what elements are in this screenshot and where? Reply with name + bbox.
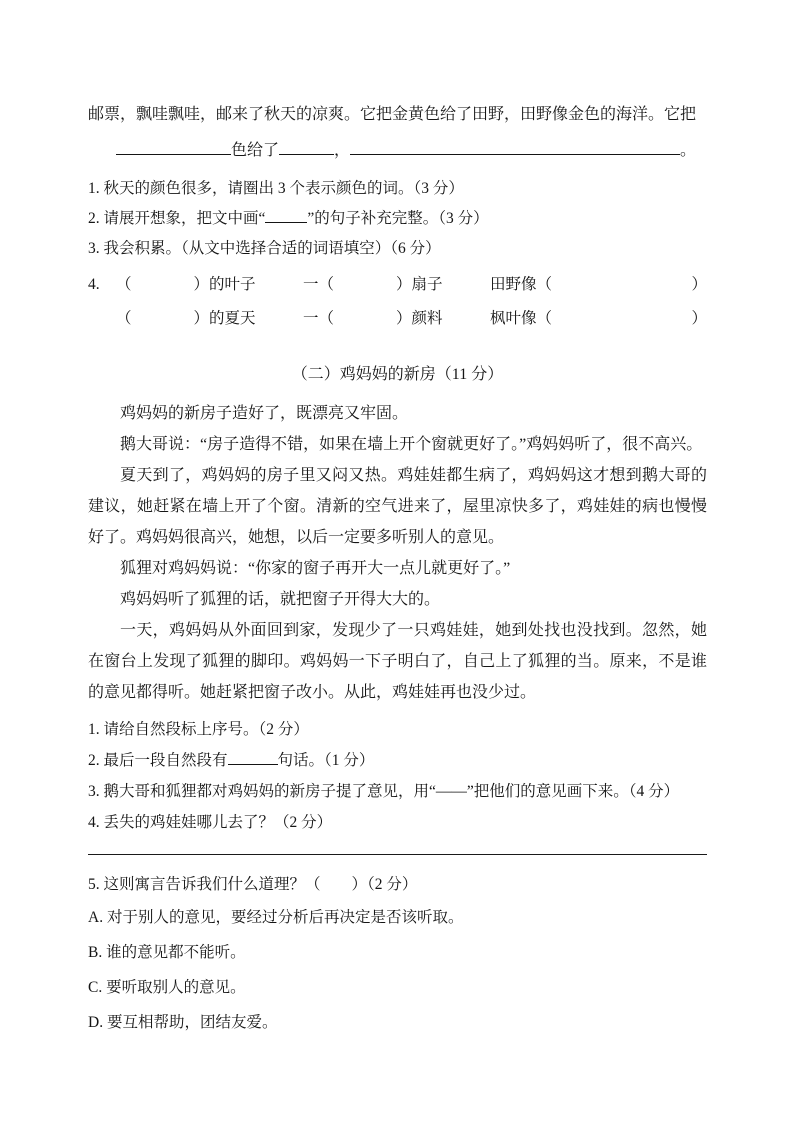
p1-question-2 [88,204,707,234]
passage2-title-text: （二）鸡妈妈的新房（11 分） [291,366,504,383]
story-paragraph: 狐狸对鸡妈妈说：“你家的窗子再开大一点儿就更好了。” [120,560,511,577]
word-fill-row-1 [116,270,707,300]
p2-question-2-suffix: 句话。（1 分） [277,752,375,769]
option-d [88,1005,707,1040]
word-fill-cell: 田野像（ ） [489,276,707,293]
option-b [88,935,707,970]
p2-q2-blank [228,749,278,765]
option-c [88,970,707,1005]
option-b-text: B. 谁的意见都不能听。 [88,944,246,961]
fill-period: 。 [680,142,697,159]
option-d-text: D. 要互相帮助，团结友爱。 [88,1014,278,1031]
story-paragraph: 鸡妈妈的新房子造好了，既漂亮又牢固。 [120,405,409,422]
p1-question-2-suffix: ”的句子补充完整。（3 分） [307,210,489,227]
passage2-story [88,398,707,708]
p1-question-4-number: 4. [88,276,100,293]
story-paragraph: 夏天到了，鸡妈妈的房子里又闷又热。鸡娃娃都生病了，鸡妈妈这才想到鹅大哥的建议，她赶紧在墙上开了个窗。清新的空气进来了，屋里凉快多了，鸡娃娃的病也慢慢好了。鸡妈妈很高兴，她想，以后一定要多听别人的意见。 [88,467,707,546]
p1-question-3 [88,234,707,264]
p2-question-3-text: 3. 鹅大哥和狐狸都对鸡妈妈的新房子提了意见，用“——”把他们的意见画下来。（4 分） [88,783,680,800]
option-c-text: C. 要听取别人的意见。 [88,979,246,996]
option-a-text: A. 对于别人的意见，要经过分析后再决定是否该听取。 [88,909,464,926]
passage1-fill-line [88,136,707,166]
fill-blank-2 [279,139,334,155]
p2-question-1-text: 1. 请给自然段标上序号。（2 分） [88,721,309,738]
divider-line [88,854,707,855]
fill-blank-1 [116,139,231,155]
passage2-questions [88,714,707,838]
p2-question-5-text: 5. 这则寓言告诉我们什么道理？（ ）（2 分） [88,876,418,893]
option-a [88,900,707,935]
fill-mid-text: 色给了 [231,142,280,159]
p2-question-4-text: 4. 丢失的鸡娃娃哪儿去了？（2 分） [88,814,333,831]
fill-blank-3 [350,139,680,155]
p2-question-1 [88,714,707,745]
story-paragraph: 一天，鸡妈妈从外面回到家，发现少了一只鸡娃娃，她到处找也没找到。忽然，她在窗台上发现了狐狸的脚印。鸡妈妈一下子明白了，自己上了狐狸的当。原来，不是谁的意见都得听。她赶紧把窗子改小。从此，鸡娃娃再也没少过。 [88,622,707,701]
p1-q2-blank [265,207,307,223]
choice-options [88,900,707,1040]
p2-question-4 [88,807,707,838]
passage2-title [88,360,707,390]
word-fill-cell: 枫叶像（ ） [489,310,707,327]
p2-question-3 [88,776,707,807]
word-fill-cell: （ ）的叶子 [116,276,256,293]
story-paragraph: 鹅大哥说：“房子造得不错，如果在墙上开个窗就更好了。”鸡妈妈听了，很不高兴。 [120,436,703,453]
word-fill-cell: 一（ ）扇子 [302,276,443,293]
word-fill-cell: （ ）的夏天 [116,310,256,327]
word-fill-cell: 一（ ）颜料 [302,310,443,327]
p2-question-2 [88,745,707,776]
word-fill-grid [116,270,707,334]
p2-question-2-prefix: 2. 最后一段自然段有 [88,752,228,769]
p2-question-5 [88,869,707,900]
p1-question-1 [88,174,707,204]
p1-question-4 [88,270,707,334]
p1-question-2-prefix: 2. 请展开想象，把文中画“ [88,210,266,227]
story-paragraph: 鸡妈妈听了狐狸的话，就把窗子开得大大的。 [120,591,441,608]
passage1-continuation-text: 邮票，飘哇飘哇，邮来了秋天的凉爽。它把金黄色给了田野，田野像金色的海洋。它把 [88,106,697,123]
word-fill-row-2 [116,304,707,334]
p1-question-1-text: 1. 秋天的颜色很多，请圈出 3 个表示颜色的词。（3 分） [88,180,464,197]
fill-comma: ， [334,142,351,159]
passage1-continuation [88,100,707,130]
p1-question-3-text: 3. 我会积累。（从文中选择合适的词语填空）（6 分） [88,240,441,257]
